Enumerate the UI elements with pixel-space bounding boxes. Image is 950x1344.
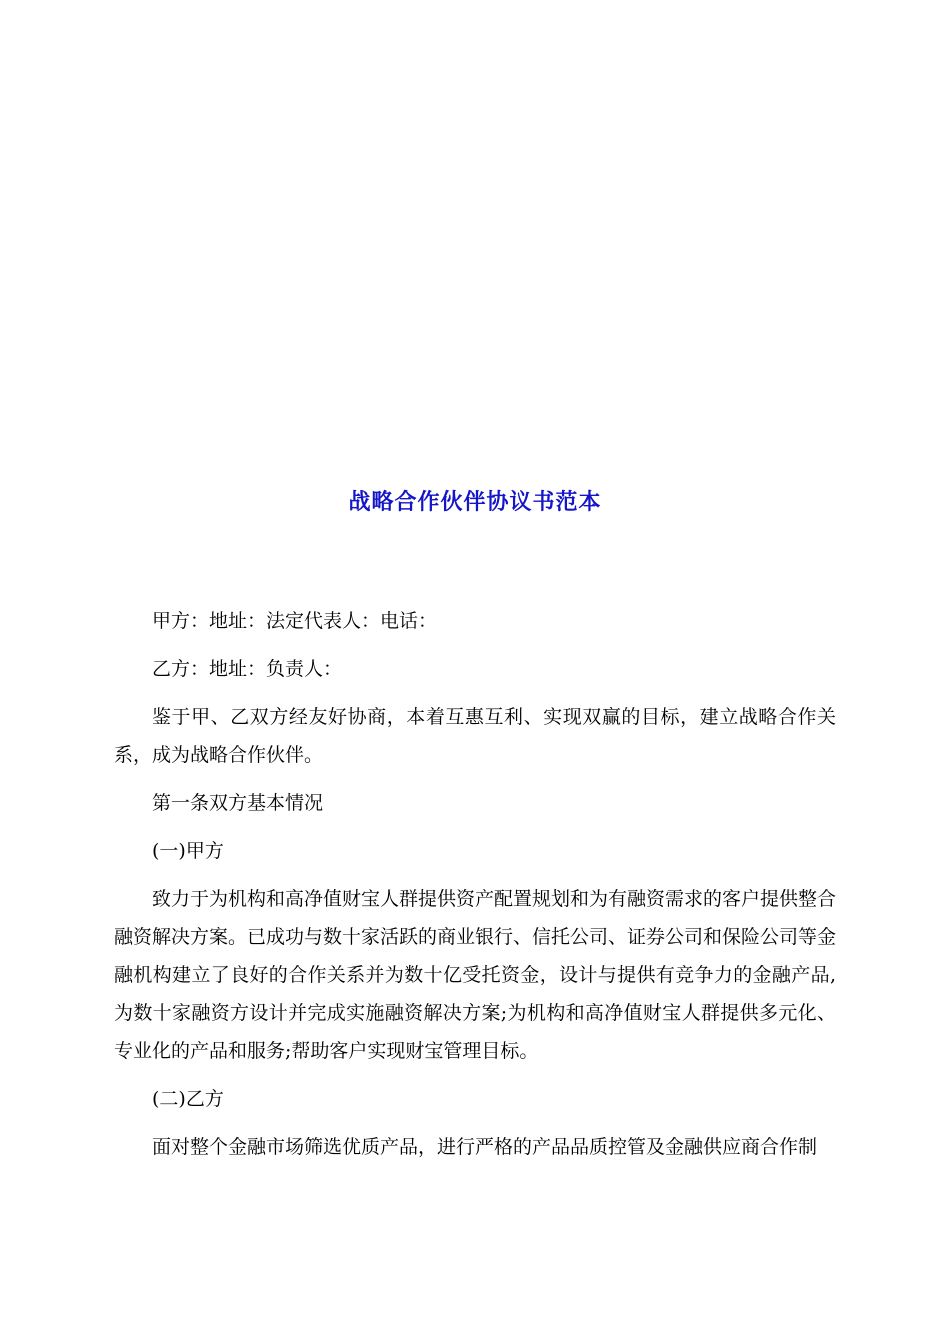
section-party-b-heading: (二)乙方	[152, 1088, 224, 1110]
section-party-a-heading: (一)甲方	[152, 840, 224, 862]
article-one-heading: 第一条双方基本情况	[152, 792, 324, 814]
document-title: 战略合作伙伴协议书范本	[348, 490, 602, 515]
party-a-description: 致力于为机构和高净值财宝人群提供资产配置规划和为有融资需求的客户提供整合融资解决方案。已成功与数十家活跃的商业银行、信托公司、证券公司和保险公司等金融机构建立了良好的合作关系并为数十亿受托资金，设计与提供有竞争力的金融产品,为数十家融资方设计并完成实施融资解决方案;为机构和高净值财宝人群提供多元化、专业化的产品和服务;帮助客户实现财宝管理目标。	[114, 888, 837, 1062]
preamble-paragraph: 鉴于甲、乙双方经友好协商，本着互惠互利、实现双赢的目标，建立战略合作关系，成为战略合作伙伴。	[114, 706, 836, 766]
document-body	[114, 602, 836, 1176]
party-b-info: 乙方：地址：负责人：	[152, 658, 343, 680]
party-b-description: 面对整个金融市场筛选优质产品，进行严格的产品品质控管及金融供应商合作制	[152, 1136, 818, 1158]
party-a-info: 甲方：地址：法定代表人：电话：	[152, 610, 438, 632]
